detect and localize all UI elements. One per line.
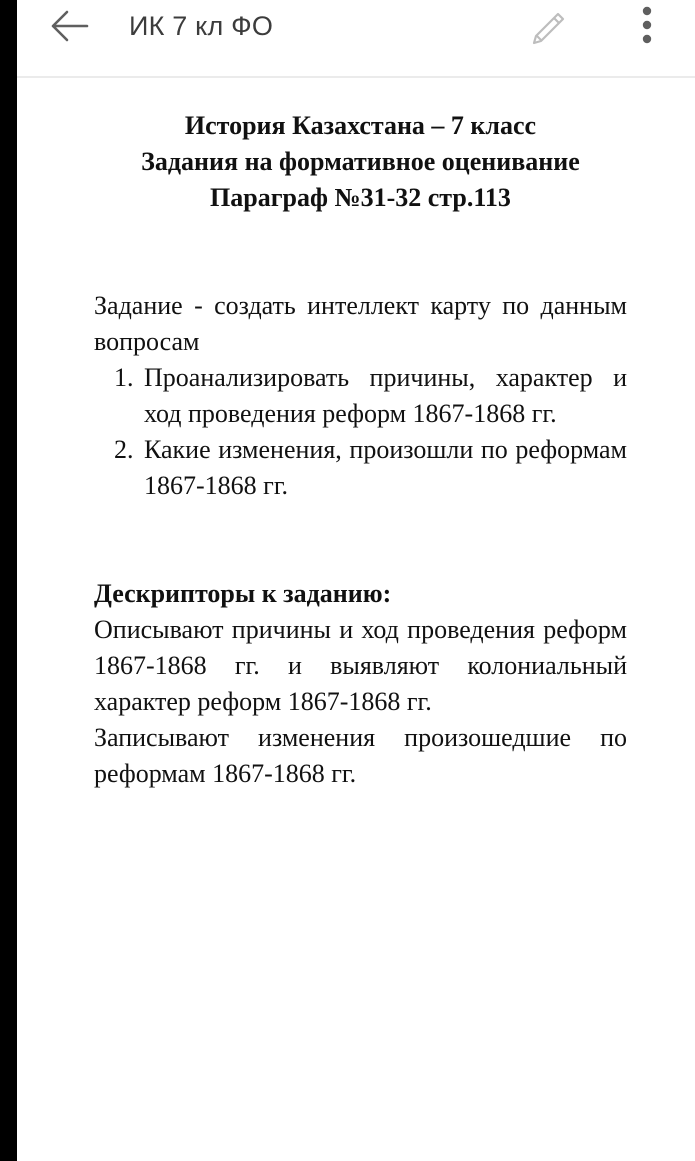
task-list [94, 360, 627, 504]
descriptors-section [94, 576, 627, 792]
heading-line: Задания на формативное оценивание [141, 147, 580, 176]
back-button[interactable] [45, 6, 93, 50]
heading-line: История Казахстана – 7 класс [184, 111, 537, 140]
list-item [94, 432, 627, 504]
document-viewer-screen [17, 0, 695, 1161]
task-intro: Задание - создать интеллект карту по данным вопросам [94, 291, 627, 356]
list-item-text: Проанализировать причины, характер и ход проведения реформ 1867-1868 гг. [144, 363, 627, 428]
app-bar [17, 0, 695, 78]
pencil-icon [527, 3, 569, 52]
descriptor-paragraph: Записывают изменения произошедшие по реформам 1867-1868 гг. [94, 723, 627, 788]
document-page [94, 108, 627, 792]
arrow-left-icon [49, 9, 89, 48]
edit-button[interactable] [523, 2, 573, 52]
heading-line: Параграф №31-32 стр.113 [210, 183, 511, 212]
document-title: ИК 7 кл ФО [129, 11, 274, 41]
list-item-number: 1. [114, 363, 134, 392]
descriptors-heading: Дескрипторы к заданию: [94, 579, 392, 608]
list-item-text: Какие изменения, произошли по реформам 1867-1868 гг. [144, 435, 627, 500]
more-vertical-icon [641, 5, 653, 50]
more-options-button[interactable] [629, 4, 665, 50]
document-heading [94, 108, 627, 216]
list-item [94, 360, 627, 432]
descriptor-paragraph: Описывают причины и ход проведения реформ 1867-1868 гг. и выявляют колониальный характер реформ 1867-1868 гг. [94, 615, 627, 716]
task-section [94, 288, 627, 504]
list-item-number: 2. [114, 435, 134, 464]
